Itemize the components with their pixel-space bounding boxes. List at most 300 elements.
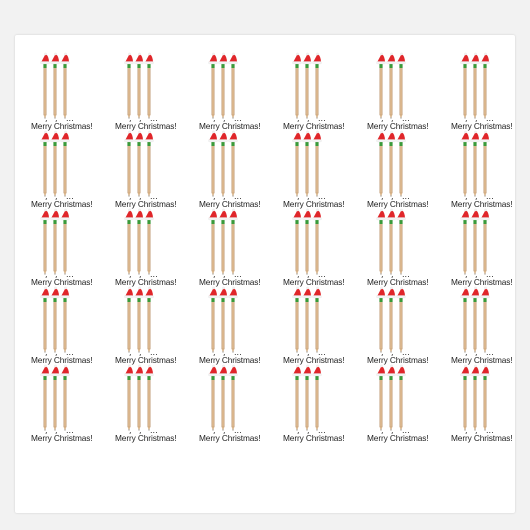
punctuation-mark: , <box>475 192 478 201</box>
punctuation-mark: , <box>213 426 216 435</box>
santa-hat-icon <box>218 131 227 142</box>
punctuation-mark: ... <box>234 114 242 123</box>
punctuation-mark: , <box>475 426 478 435</box>
santa-hat-icon <box>460 131 469 142</box>
santa-hat-icon <box>292 365 301 376</box>
punctuation-mark: , <box>55 270 58 279</box>
caption-text: Merry Christmas! <box>451 277 513 287</box>
punctuation-mark: ... <box>402 426 410 435</box>
santa-hat-icon <box>208 287 217 298</box>
pencil-1 <box>376 53 385 119</box>
pattern-tile-r2-c1 <box>17 133 101 211</box>
punctuation-mark: , <box>465 114 468 123</box>
santa-hat-icon <box>396 53 405 64</box>
santa-hat-icon <box>396 287 405 298</box>
pencil-2 <box>470 53 479 119</box>
pencil-1 <box>208 53 217 119</box>
pencil-3 <box>480 287 489 353</box>
pencil-2 <box>134 287 143 353</box>
santa-hat-icon <box>396 131 405 142</box>
pattern-tile-r4-c5 <box>353 289 437 367</box>
caption-text: Merry Christmas! <box>199 355 261 365</box>
punctuation-mark: , <box>307 114 310 123</box>
punctuation-mark: , <box>297 426 300 435</box>
punctuation-mark: , <box>129 270 132 279</box>
santa-hat-pencils-icon <box>291 367 351 435</box>
santa-hat-icon <box>302 131 311 142</box>
santa-hat-icon <box>208 131 217 142</box>
punctuation-mark: ... <box>150 270 158 279</box>
pencil-2 <box>302 365 311 431</box>
pattern-tile-r1-c1 <box>17 55 101 133</box>
pattern-tile-r4-c6 <box>437 289 521 367</box>
punctuation-mark: , <box>213 192 216 201</box>
santa-hat-pencils-icon <box>375 289 435 357</box>
pencil-2 <box>134 131 143 197</box>
santa-hat-pencils-icon <box>39 289 99 357</box>
caption-text: Merry Christmas! <box>31 199 93 209</box>
caption-text: Merry Christmas! <box>199 433 261 443</box>
pattern-tile-r4-c4 <box>269 289 353 367</box>
punctuation-mark: , <box>45 348 48 357</box>
pattern-tile-r1-c4 <box>269 55 353 133</box>
caption-text: Merry Christmas! <box>31 433 93 443</box>
pencil-3 <box>144 209 153 275</box>
caption-text: Merry Christmas! <box>367 199 429 209</box>
punctuation-mark: , <box>139 192 142 201</box>
pencil-2 <box>302 131 311 197</box>
santa-hat-pencils-icon <box>207 133 267 201</box>
pencil-2 <box>134 365 143 431</box>
pattern-tile-r1-c3 <box>185 55 269 133</box>
pencil-1 <box>124 287 133 353</box>
pencil-2 <box>50 131 59 197</box>
santa-hat-icon <box>302 287 311 298</box>
caption-text: Merry Christmas! <box>451 199 513 209</box>
santa-hat-icon <box>144 209 153 220</box>
santa-hat-icon <box>50 365 59 376</box>
caption-text: Merry Christmas! <box>199 199 261 209</box>
santa-hat-icon <box>292 209 301 220</box>
santa-hat-pencils-icon <box>123 211 183 279</box>
pencil-3 <box>480 365 489 431</box>
pencil-3 <box>228 53 237 119</box>
pencil-2 <box>134 209 143 275</box>
punctuation-mark: , <box>381 348 384 357</box>
caption-text: Merry Christmas! <box>283 121 345 131</box>
santa-hat-pencils-icon <box>123 289 183 357</box>
santa-hat-icon <box>228 365 237 376</box>
santa-hat-icon <box>386 53 395 64</box>
pattern-tile-r5-c2 <box>101 367 185 445</box>
pencil-3 <box>228 365 237 431</box>
pencil-2 <box>386 131 395 197</box>
punctuation-mark: ... <box>402 270 410 279</box>
santa-hat-icon <box>40 131 49 142</box>
punctuation-mark: , <box>391 192 394 201</box>
pencil-3 <box>396 131 405 197</box>
santa-hat-icon <box>460 209 469 220</box>
santa-hat-pencils-icon <box>459 55 519 123</box>
pencil-3 <box>396 365 405 431</box>
pencil-3 <box>228 209 237 275</box>
pencil-3 <box>228 131 237 197</box>
pattern-tile-r5-c4 <box>269 367 353 445</box>
caption-text: Merry Christmas! <box>31 121 93 131</box>
santa-hat-icon <box>302 209 311 220</box>
pencil-2 <box>218 53 227 119</box>
pencil-1 <box>40 287 49 353</box>
caption-text: Merry Christmas! <box>31 277 93 287</box>
punctuation-mark: , <box>55 192 58 201</box>
pencil-1 <box>376 365 385 431</box>
punctuation-mark: , <box>297 270 300 279</box>
caption-text: Merry Christmas! <box>367 355 429 365</box>
pattern-tile-r5-c1 <box>17 367 101 445</box>
pencil-1 <box>460 131 469 197</box>
punctuation-mark: , <box>475 348 478 357</box>
pencil-1 <box>376 131 385 197</box>
santa-hat-icon <box>124 53 133 64</box>
santa-hat-icon <box>40 209 49 220</box>
punctuation-mark: ... <box>402 192 410 201</box>
pencil-2 <box>218 287 227 353</box>
caption-text: Merry Christmas! <box>283 355 345 365</box>
santa-hat-pencils-icon <box>459 211 519 279</box>
pencil-2 <box>50 209 59 275</box>
santa-hat-icon <box>40 53 49 64</box>
pencil-2 <box>470 131 479 197</box>
santa-hat-icon <box>218 287 227 298</box>
santa-hat-pencils-icon <box>459 133 519 201</box>
punctuation-mark: ... <box>318 270 326 279</box>
pencil-3 <box>144 287 153 353</box>
pencil-2 <box>218 209 227 275</box>
punctuation-mark: ... <box>234 426 242 435</box>
punctuation-mark: , <box>391 114 394 123</box>
caption-text: Merry Christmas! <box>199 121 261 131</box>
pencil-2 <box>50 365 59 431</box>
santa-hat-icon <box>50 287 59 298</box>
santa-hat-icon <box>144 53 153 64</box>
santa-hat-icon <box>208 365 217 376</box>
pencil-1 <box>292 131 301 197</box>
pencil-3 <box>396 287 405 353</box>
pencil-1 <box>460 287 469 353</box>
pencil-2 <box>302 53 311 119</box>
pattern-tile-r1-c6 <box>437 55 521 133</box>
punctuation-mark: ... <box>234 270 242 279</box>
pencil-1 <box>460 365 469 431</box>
pattern-tile-r2-c6 <box>437 133 521 211</box>
santa-hat-icon <box>228 209 237 220</box>
santa-hat-icon <box>50 209 59 220</box>
pencil-1 <box>292 209 301 275</box>
santa-hat-icon <box>134 131 143 142</box>
pattern-tile-r5-c6 <box>437 367 521 445</box>
pattern-tile-r3-c2 <box>101 211 185 289</box>
punctuation-mark: , <box>381 426 384 435</box>
punctuation-mark: ... <box>486 348 494 357</box>
santa-hat-icon <box>124 287 133 298</box>
santa-hat-icon <box>144 287 153 298</box>
punctuation-mark: , <box>139 114 142 123</box>
santa-hat-icon <box>124 131 133 142</box>
pencil-3 <box>312 53 321 119</box>
santa-hat-pencils-icon <box>291 211 351 279</box>
santa-hat-pencils-icon <box>39 211 99 279</box>
santa-hat-icon <box>376 131 385 142</box>
santa-hat-icon <box>208 209 217 220</box>
santa-hat-icon <box>312 53 321 64</box>
punctuation-mark: , <box>297 192 300 201</box>
santa-hat-icon <box>376 287 385 298</box>
pencil-2 <box>302 209 311 275</box>
punctuation-mark: , <box>129 426 132 435</box>
pencil-2 <box>386 53 395 119</box>
pencil-3 <box>60 131 69 197</box>
punctuation-mark: , <box>223 348 226 357</box>
santa-hat-icon <box>376 53 385 64</box>
pencil-1 <box>460 53 469 119</box>
punctuation-mark: , <box>307 270 310 279</box>
pencil-3 <box>480 131 489 197</box>
punctuation-mark: , <box>223 192 226 201</box>
santa-hat-icon <box>124 365 133 376</box>
punctuation-mark: , <box>307 426 310 435</box>
pattern-tile-r1-c2 <box>101 55 185 133</box>
santa-hat-icon <box>396 365 405 376</box>
punctuation-mark: , <box>139 348 142 357</box>
pencil-3 <box>312 131 321 197</box>
santa-hat-icon <box>312 209 321 220</box>
santa-hat-icon <box>386 209 395 220</box>
santa-hat-icon <box>470 287 479 298</box>
pattern-tile-r3-c5 <box>353 211 437 289</box>
pencil-1 <box>124 209 133 275</box>
pencil-2 <box>386 365 395 431</box>
santa-hat-icon <box>470 53 479 64</box>
caption-text: Merry Christmas! <box>451 121 513 131</box>
santa-hat-icon <box>292 287 301 298</box>
punctuation-mark: , <box>139 270 142 279</box>
punctuation-mark: , <box>213 348 216 357</box>
punctuation-mark: , <box>465 426 468 435</box>
santa-hat-icon <box>60 53 69 64</box>
santa-hat-pencils-icon <box>375 133 435 201</box>
punctuation-mark: , <box>297 114 300 123</box>
santa-hat-icon <box>218 53 227 64</box>
pencil-2 <box>470 209 479 275</box>
pattern-tile-r2-c3 <box>185 133 269 211</box>
santa-hat-icon <box>460 287 469 298</box>
pencil-1 <box>40 53 49 119</box>
pattern-tile-r3-c6 <box>437 211 521 289</box>
punctuation-mark: , <box>55 114 58 123</box>
pencil-2 <box>134 53 143 119</box>
punctuation-mark: , <box>465 348 468 357</box>
pattern-tile-r2-c4 <box>269 133 353 211</box>
pencil-1 <box>208 131 217 197</box>
pencil-1 <box>124 53 133 119</box>
pencil-2 <box>470 365 479 431</box>
caption-text: Merry Christmas! <box>367 121 429 131</box>
punctuation-mark: ... <box>402 348 410 357</box>
punctuation-mark: ... <box>150 192 158 201</box>
pencil-1 <box>40 209 49 275</box>
punctuation-mark: ... <box>66 270 74 279</box>
pencil-3 <box>144 365 153 431</box>
caption-text: Merry Christmas! <box>451 355 513 365</box>
punctuation-mark: ... <box>318 348 326 357</box>
santa-hat-pencils-icon <box>207 367 267 435</box>
santa-hat-icon <box>470 365 479 376</box>
santa-hat-icon <box>134 209 143 220</box>
christmas-pattern-grid <box>17 55 517 455</box>
santa-hat-icon <box>134 53 143 64</box>
santa-hat-pencils-icon <box>123 133 183 201</box>
punctuation-mark: , <box>55 426 58 435</box>
santa-hat-icon <box>218 209 227 220</box>
santa-hat-icon <box>208 53 217 64</box>
pencil-3 <box>480 209 489 275</box>
santa-hat-icon <box>60 287 69 298</box>
pencil-2 <box>218 365 227 431</box>
santa-hat-icon <box>40 365 49 376</box>
santa-hat-pencils-icon <box>207 211 267 279</box>
santa-hat-icon <box>124 209 133 220</box>
santa-hat-pencils-icon <box>39 55 99 123</box>
pencil-3 <box>312 287 321 353</box>
punctuation-mark: ... <box>150 114 158 123</box>
pencil-2 <box>386 209 395 275</box>
pencil-3 <box>312 365 321 431</box>
pencil-1 <box>292 287 301 353</box>
punctuation-mark: , <box>45 426 48 435</box>
santa-hat-pencils-icon <box>291 289 351 357</box>
pencil-2 <box>302 287 311 353</box>
caption-text: Merry Christmas! <box>283 199 345 209</box>
santa-hat-icon <box>144 365 153 376</box>
pencil-2 <box>50 287 59 353</box>
punctuation-mark: ... <box>234 192 242 201</box>
pencil-1 <box>40 365 49 431</box>
punctuation-mark: , <box>55 348 58 357</box>
caption-text: Merry Christmas! <box>115 121 177 131</box>
punctuation-mark: ... <box>486 192 494 201</box>
santa-hat-icon <box>144 131 153 142</box>
pencil-3 <box>396 53 405 119</box>
punctuation-mark: , <box>213 114 216 123</box>
punctuation-mark: ... <box>66 348 74 357</box>
santa-hat-icon <box>480 131 489 142</box>
santa-hat-pencils-icon <box>375 367 435 435</box>
pattern-tile-r1-c5 <box>353 55 437 133</box>
santa-hat-icon <box>302 53 311 64</box>
pencil-1 <box>208 209 217 275</box>
punctuation-mark: , <box>223 270 226 279</box>
punctuation-mark: ... <box>150 348 158 357</box>
pattern-tile-r3-c4 <box>269 211 353 289</box>
punctuation-mark: ... <box>318 114 326 123</box>
pencil-1 <box>376 287 385 353</box>
pencil-2 <box>218 131 227 197</box>
santa-hat-pencils-icon <box>375 211 435 279</box>
punctuation-mark: , <box>381 270 384 279</box>
punctuation-mark: ... <box>234 348 242 357</box>
santa-hat-pencils-icon <box>207 289 267 357</box>
caption-text: Merry Christmas! <box>115 433 177 443</box>
santa-hat-icon <box>480 365 489 376</box>
santa-hat-icon <box>376 365 385 376</box>
punctuation-mark: ... <box>402 114 410 123</box>
santa-hat-icon <box>228 53 237 64</box>
punctuation-mark: , <box>475 270 478 279</box>
punctuation-mark: , <box>391 270 394 279</box>
santa-hat-icon <box>50 53 59 64</box>
santa-hat-icon <box>292 131 301 142</box>
punctuation-mark: , <box>45 114 48 123</box>
punctuation-mark: ... <box>150 426 158 435</box>
santa-hat-icon <box>134 365 143 376</box>
pattern-tile-r5-c3 <box>185 367 269 445</box>
punctuation-mark: , <box>307 348 310 357</box>
pattern-tile-r3-c3 <box>185 211 269 289</box>
santa-hat-icon <box>134 287 143 298</box>
punctuation-mark: , <box>213 270 216 279</box>
punctuation-mark: , <box>223 114 226 123</box>
pencil-3 <box>480 53 489 119</box>
punctuation-mark: , <box>475 114 478 123</box>
punctuation-mark: , <box>297 348 300 357</box>
santa-hat-icon <box>376 209 385 220</box>
caption-text: Merry Christmas! <box>115 277 177 287</box>
santa-hat-icon <box>228 287 237 298</box>
pencil-2 <box>386 287 395 353</box>
caption-text: Merry Christmas! <box>367 277 429 287</box>
pencil-1 <box>124 365 133 431</box>
pencil-3 <box>396 209 405 275</box>
pencil-1 <box>376 209 385 275</box>
punctuation-mark: , <box>223 426 226 435</box>
santa-hat-icon <box>40 287 49 298</box>
santa-hat-icon <box>312 131 321 142</box>
santa-hat-icon <box>312 287 321 298</box>
punctuation-mark: , <box>465 270 468 279</box>
santa-hat-icon <box>60 209 69 220</box>
santa-hat-icon <box>480 209 489 220</box>
punctuation-mark: , <box>391 426 394 435</box>
santa-hat-icon <box>60 131 69 142</box>
pencil-1 <box>40 131 49 197</box>
pencil-1 <box>124 131 133 197</box>
santa-hat-icon <box>302 365 311 376</box>
punctuation-mark: , <box>139 426 142 435</box>
pattern-tile-r4-c3 <box>185 289 269 367</box>
santa-hat-pencils-icon <box>123 55 183 123</box>
pencil-2 <box>50 53 59 119</box>
santa-hat-icon <box>228 131 237 142</box>
santa-hat-pencils-icon <box>291 133 351 201</box>
santa-hat-icon <box>396 209 405 220</box>
pencil-3 <box>312 209 321 275</box>
punctuation-mark: , <box>381 114 384 123</box>
caption-text: Merry Christmas! <box>283 433 345 443</box>
punctuation-mark: , <box>45 192 48 201</box>
caption-text: Merry Christmas! <box>367 433 429 443</box>
santa-hat-pencils-icon <box>39 367 99 435</box>
pencil-3 <box>228 287 237 353</box>
